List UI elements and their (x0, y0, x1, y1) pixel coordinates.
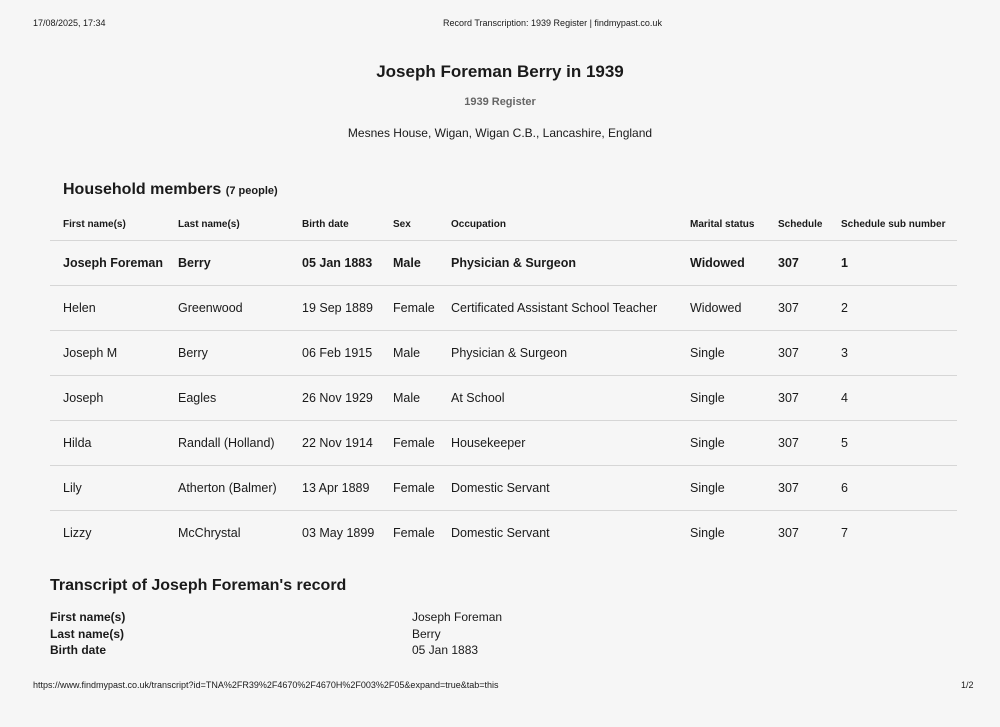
table-row (50, 286, 957, 331)
column-header: Last name(s) (178, 208, 302, 241)
table-cell: 307 (778, 466, 841, 511)
record-address: Mesnes House, Wigan, Wigan C.B., Lancashire, England (347, 126, 653, 140)
table-cell: 307 (778, 421, 841, 466)
table-cell: Male (393, 241, 451, 286)
table-cell: 5 (841, 421, 957, 466)
table-cell: Domestic Servant (451, 466, 690, 511)
table-cell: Greenwood (178, 286, 302, 331)
table-row (50, 421, 957, 466)
table-cell: Berry (178, 241, 302, 286)
table-cell: 3 (841, 331, 957, 376)
table-row (50, 511, 957, 556)
table-cell: 307 (778, 526, 799, 540)
table-cell: Berry (178, 331, 302, 376)
transcript-fields (50, 609, 502, 659)
column-header: Schedule (778, 208, 841, 241)
table-header-row (50, 208, 957, 241)
table-cell: Single (690, 331, 778, 376)
table-row (50, 466, 957, 511)
table-cell: Female (393, 466, 451, 511)
field-label: First name(s) (50, 610, 126, 624)
transcript-field (50, 642, 502, 659)
table-row (50, 376, 957, 421)
table-cell: Domestic Servant (451, 526, 550, 540)
field-label: Birth date (50, 643, 107, 657)
table-cell: Joseph (50, 376, 178, 421)
household-heading-label: Household members (63, 181, 222, 198)
table-cell: 307 (778, 286, 841, 331)
household-table (50, 208, 957, 555)
table-cell: 307 (778, 241, 841, 286)
table-cell: 26 Nov 1929 (302, 376, 393, 421)
table-cell: Male (393, 331, 451, 376)
table-cell: Joseph M (50, 331, 178, 376)
table-cell: Joseph Foreman (50, 241, 178, 286)
footer-url: https://www.findmypast.co.uk/transcript?id=TNA%2FR39%2F4670%2F4670H%2F003%2F05&expand=true&tab=this (33, 680, 499, 690)
table-cell: Atherton (Balmer) (178, 466, 302, 511)
table-cell: Physician & Surgeon (451, 241, 690, 286)
table-cell: Widowed (690, 241, 778, 286)
table-cell: Lily (50, 466, 178, 511)
table-cell: Single (690, 466, 778, 511)
table-cell: Single (690, 421, 778, 466)
column-header: Birth date (302, 208, 393, 241)
table-cell: Widowed (690, 286, 778, 331)
table-cell: 06 Feb 1915 (302, 331, 393, 376)
transcript-field (50, 609, 502, 626)
transcript-heading: Transcript of Joseph Foreman's record (50, 577, 347, 594)
table-cell: 4 (841, 376, 957, 421)
table-cell: 22 Nov 1914 (302, 421, 393, 466)
table-cell: At School (451, 376, 690, 421)
table-cell: Helen (50, 286, 178, 331)
table-cell: Female (393, 526, 435, 540)
page-title: Joseph Foreman Berry in 1939 (376, 62, 624, 81)
table-cell: 03 May 1899 (302, 526, 375, 540)
table-cell: McChrystal (178, 526, 241, 540)
table-cell: 1 (841, 241, 957, 286)
table-cell: Female (393, 421, 451, 466)
field-value: Berry (412, 626, 441, 641)
household-heading (63, 181, 278, 199)
print-date: 17/08/2025, 17:34 (33, 18, 106, 28)
table-cell: Physician & Surgeon (451, 331, 690, 376)
table-cell: Single (690, 526, 725, 540)
table-cell: Single (690, 376, 778, 421)
field-label: Last name(s) (50, 626, 125, 641)
table-row (50, 331, 957, 376)
table-row (50, 241, 957, 286)
page-number: 1/2 (961, 680, 974, 690)
table-cell: 13 Apr 1889 (302, 466, 393, 511)
column-header: First name(s) (50, 208, 178, 241)
table-cell: Hilda (50, 421, 178, 466)
column-header: Occupation (451, 208, 690, 241)
column-header: Schedule sub number (841, 208, 957, 241)
table-cell: 307 (778, 331, 841, 376)
table-cell: Randall (Holland) (178, 421, 302, 466)
column-header: Marital status (690, 208, 778, 241)
table-cell: Certificated Assistant School Teacher (451, 286, 690, 331)
table-cell: 2 (841, 286, 957, 331)
transcript-field (50, 626, 502, 643)
table-cell: Eagles (178, 376, 302, 421)
table-cell: Male (393, 376, 451, 421)
table-cell: 7 (841, 526, 848, 540)
field-value: Joseph Foreman (412, 610, 503, 624)
column-header: Sex (393, 208, 451, 241)
field-value: 05 Jan 1883 (412, 643, 479, 657)
record-subtitle: 1939 Register (464, 96, 536, 108)
table-cell: Housekeeper (451, 421, 690, 466)
table-cell: 6 (841, 466, 957, 511)
household-count: (7 people) (225, 185, 278, 197)
table-cell: 19 Sep 1889 (302, 286, 393, 331)
table-cell: 05 Jan 1883 (302, 241, 393, 286)
table-cell: Lizzy (63, 526, 92, 540)
table-cell: 307 (778, 376, 841, 421)
table-cell: Female (393, 286, 451, 331)
print-title: Record Transcription: 1939 Register | findmypast.co.uk (443, 18, 662, 28)
